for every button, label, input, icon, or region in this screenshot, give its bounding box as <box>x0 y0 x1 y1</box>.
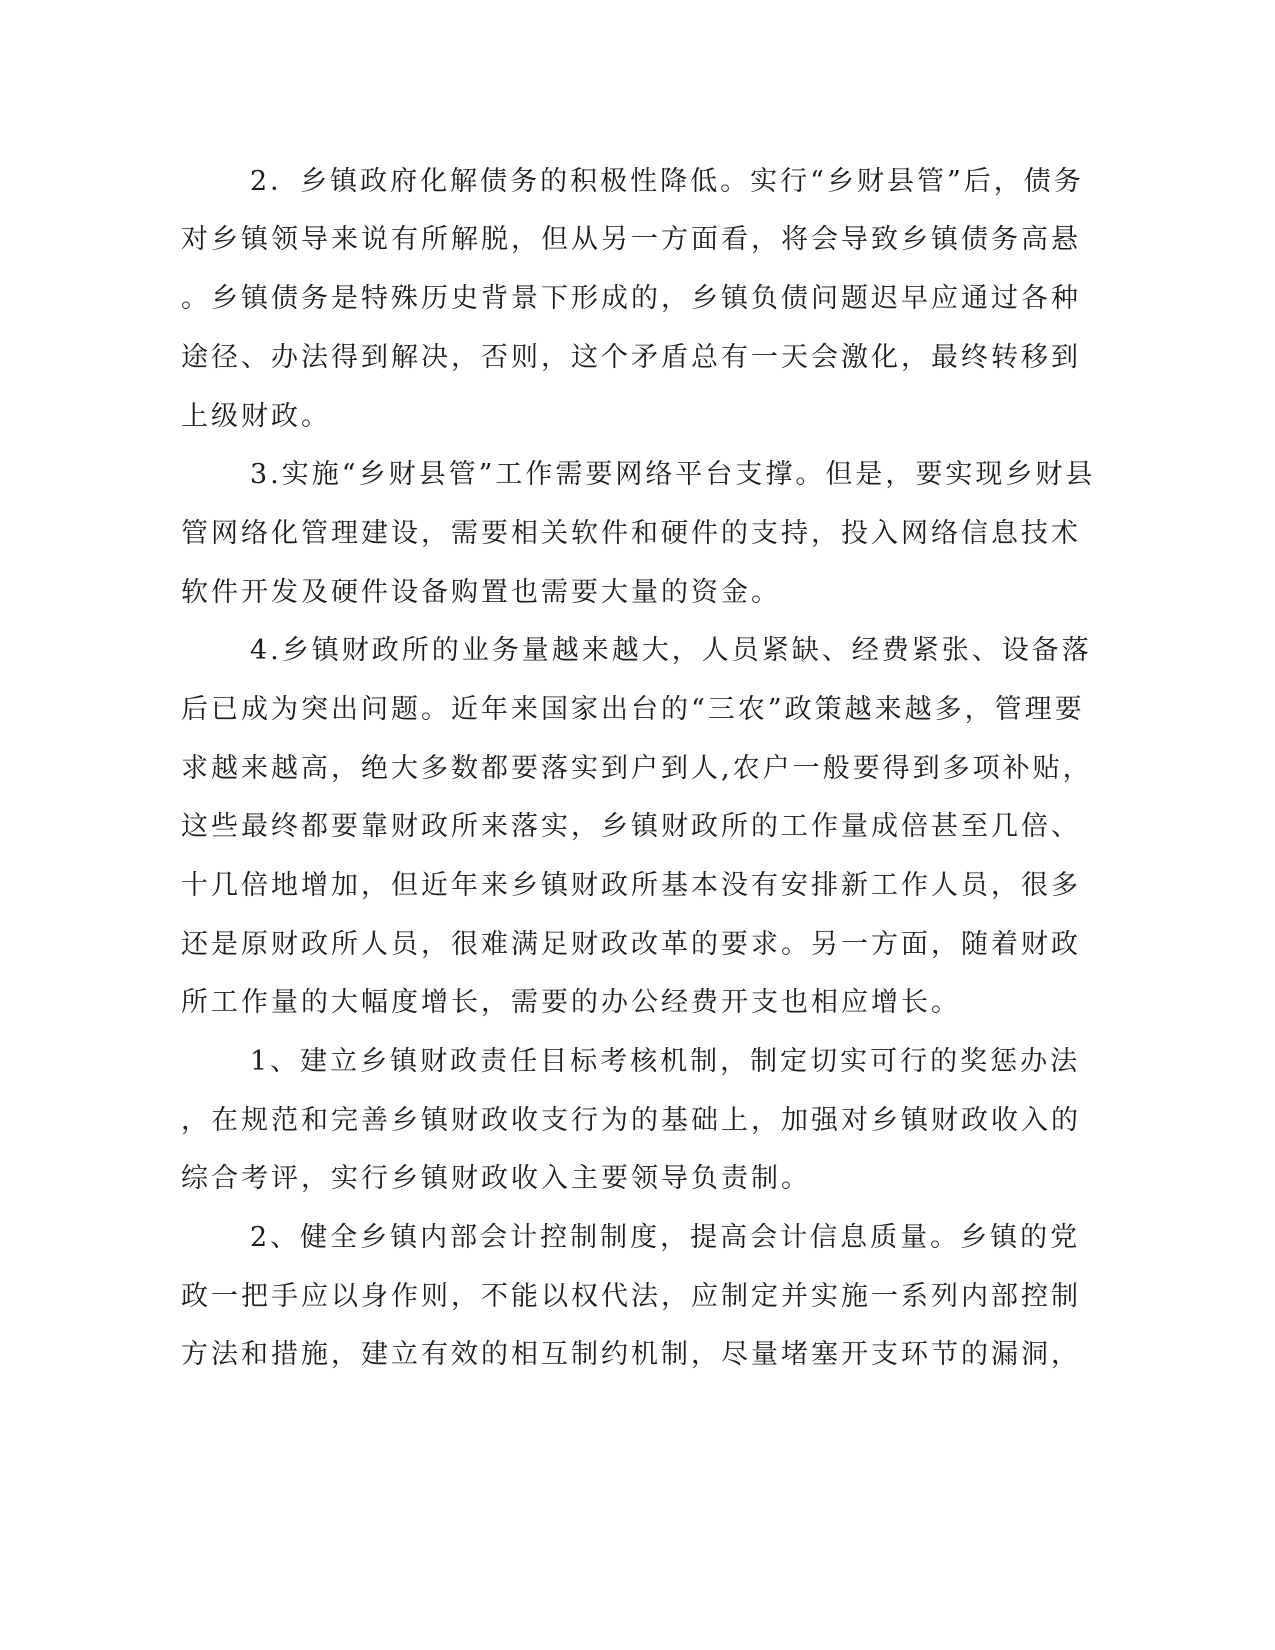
text-line: 所工作量的大幅度增长，需要的办公经费开支也相应增长。 <box>181 987 961 1018</box>
text-line: 。乡镇债务是特殊历史背景下形成的，乡镇负债问题迟早应通过各种 <box>181 283 1081 314</box>
text-line: 2、健全乡镇内部会计控制制度，提高会计信息质量。乡镇的党 <box>250 1222 1081 1253</box>
text-line: 后已成为突出问题。近年来国家出台的“三农”政策越来越多，管理要 <box>181 694 1085 725</box>
text-line: 4.乡镇财政所的业务量越来越大，人员紧缺、经费紧张、设备落 <box>250 635 1092 666</box>
text-line: 途径、办法得到解决，否则，这个矛盾总有一天会激化，最终转移到 <box>181 342 1081 373</box>
text-line: 政一把手应以身作则，不能以权代法，应制定并实施一系列内部控制 <box>181 1281 1081 1312</box>
text-line: ，在规范和完善乡镇财政收支行为的基础上，加强对乡镇财政收入的 <box>181 1105 1081 1136</box>
text-line: 方法和措施，建立有效的相互制约机制，尽量堵塞开支环节的漏洞， <box>181 1339 1081 1370</box>
text-line: 综合考评，实行乡镇财政收入主要领导负责制。 <box>181 1163 811 1194</box>
text-line: 软件开发及硬件设备购置也需要大量的资金。 <box>181 577 781 608</box>
text-line: 求越来越高，绝大多数都要落实到户到人,农户一般要得到多项补贴， <box>181 753 1093 784</box>
text-line: 上级财政。 <box>181 401 331 432</box>
text-line: 1、建立乡镇财政责任目标考核机制，制定切实可行的奖惩办法 <box>250 1046 1081 1077</box>
text-line: 3.实施“乡财县管”工作需要网络平台支撑。但是，要实现乡财县 <box>250 459 1096 490</box>
text-line: 十几倍地增加，但近年来乡镇财政所基本没有安排新工作人员，很多 <box>181 870 1081 901</box>
text-line: 对乡镇领导来说有所解脱，但从另一方面看，将会导致乡镇债务高悬 <box>181 224 1081 255</box>
text-line: 这些最终都要靠财政所来落实，乡镇财政所的工作量成倍甚至几倍、 <box>181 811 1081 842</box>
text-line: 管网络化管理建设，需要相关软件和硬件的支持，投入网络信息技术 <box>181 518 1081 549</box>
text-line: 2．乡镇政府化解债务的积极性降低。实行“乡财县管”后，债务 <box>250 166 1084 197</box>
text-line: 还是原财政所人员，很难满足财政改革的要求。另一方面，随着财政 <box>181 929 1081 960</box>
